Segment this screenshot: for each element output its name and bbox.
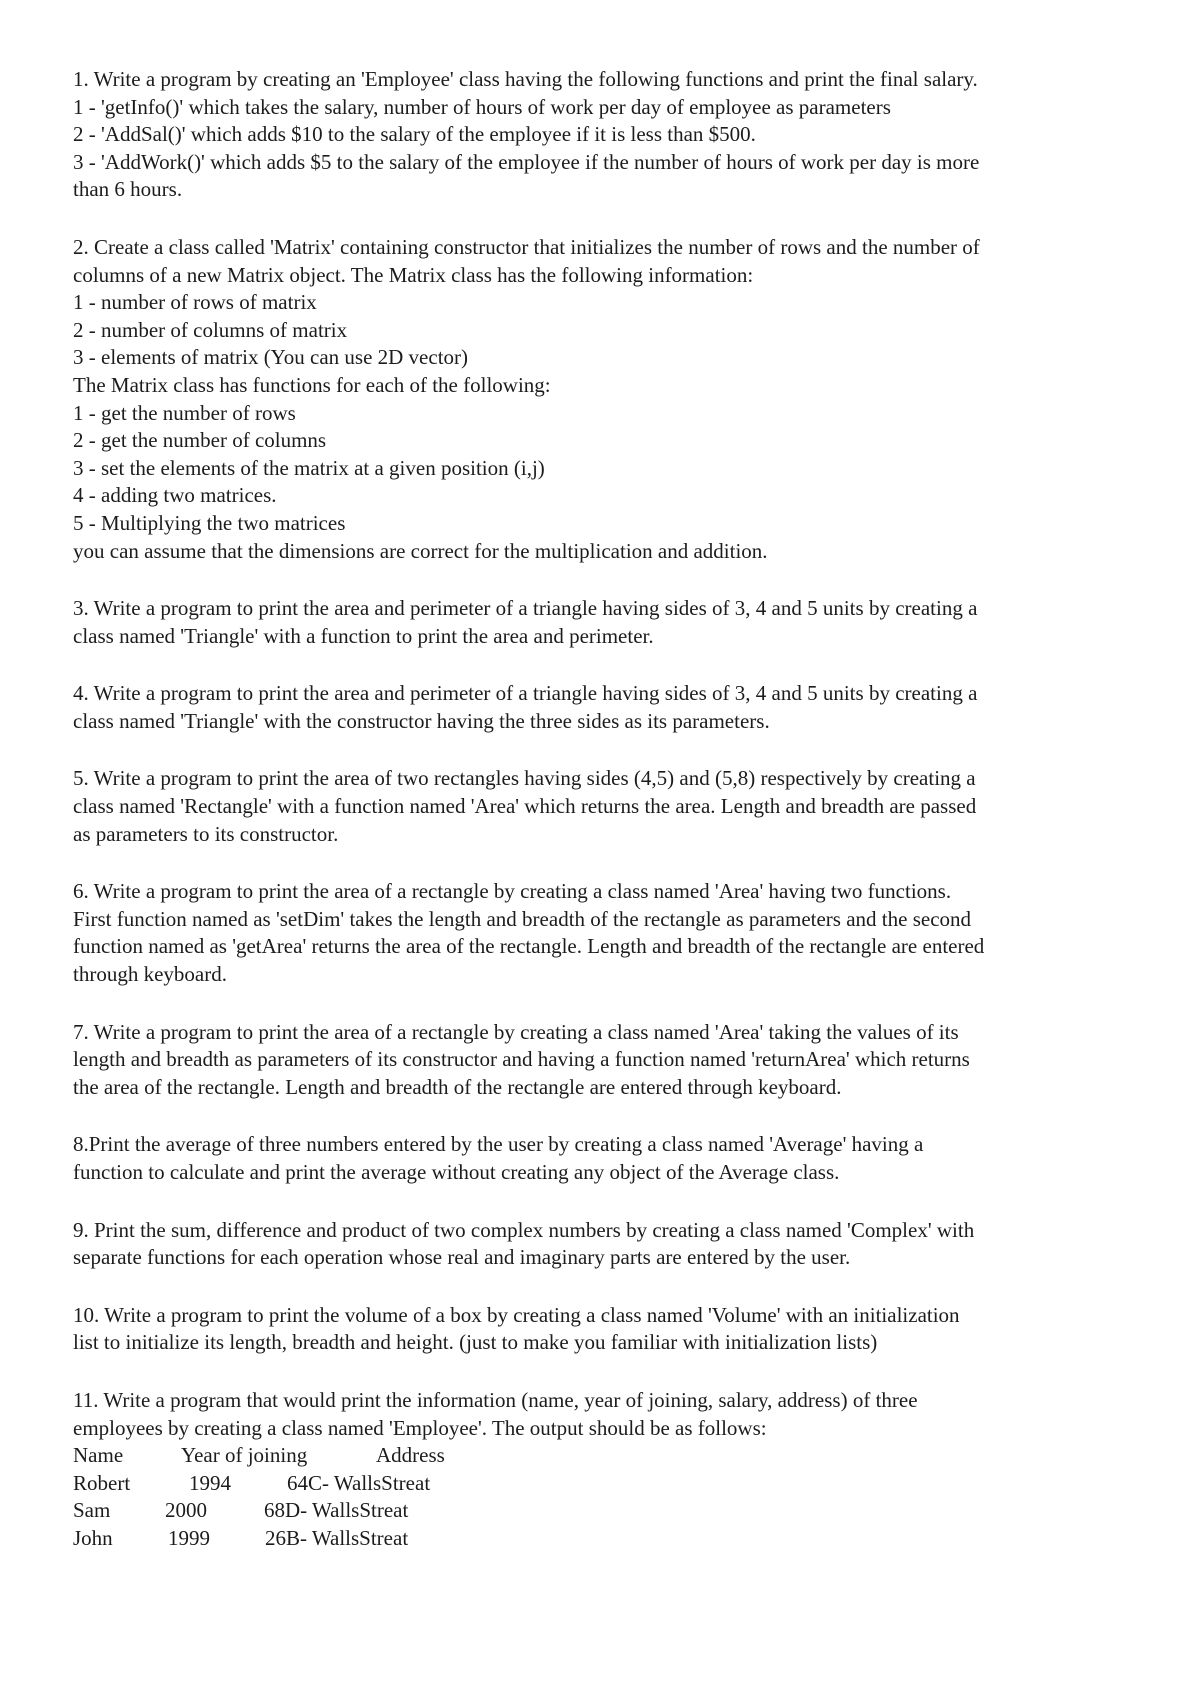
question-line: you can assume that the dimensions are correct for the multiplication and addition.: [73, 538, 768, 563]
question-5: [73, 765, 1163, 848]
question-line: 11. Write a program that would print the information (name, year of joining, salary, address) of three: [73, 1387, 918, 1412]
question-line: class named 'Triangle' with the constructor having the three sides as its parameters.: [73, 708, 770, 733]
question-8: [73, 1131, 1163, 1186]
question-line: 4 - adding two matrices.: [73, 483, 277, 508]
question-line: 2 - get the number of columns: [73, 428, 327, 453]
question-line: columns of a new Matrix object. The Matrix class has the following information:: [73, 262, 754, 287]
question-line: 10. Write a program to print the volume of a box by creating a class named 'Volume' with an initialization: [73, 1302, 960, 1327]
question-line: list to initialize its length, breadth and height. (just to make you familiar with initialization lists): [73, 1330, 878, 1355]
question-line: 3. Write a program to print the area and perimeter of a triangle having sides of 3, 4 and 5 units by creating a: [73, 596, 978, 621]
question-9: [73, 1217, 1163, 1272]
table-row: [73, 1525, 1163, 1553]
table-header-year: Year of joining: [181, 1443, 308, 1468]
table-header-address: Address: [376, 1443, 445, 1468]
table-cell-address: 26B- WallsStreat: [265, 1525, 409, 1550]
question-line: 1 - 'getInfo()' which takes the salary, number of hours of work per day of employee as parameters: [73, 94, 891, 119]
question-line: 4. Write a program to print the area and perimeter of a triangle having sides of 3, 4 and 5 units by creating a: [73, 681, 978, 706]
question-line: function to calculate and print the average without creating any object of the Average class.: [73, 1160, 840, 1184]
question-line: 1. Write a program by creating an 'Employee' class having the following functions and print the final salary.: [73, 67, 978, 91]
question-line: 1 - number of rows of matrix: [73, 290, 317, 315]
table-cell-name: Robert: [73, 1470, 131, 1495]
table-row: [73, 1470, 1163, 1498]
question-line: 3 - set the elements of the matrix at a given position (i,j): [73, 455, 545, 480]
question-2: [73, 234, 1163, 565]
question-line: 6. Write a program to print the area of a rectangle by creating a class named 'Area' having two functions.: [73, 879, 952, 904]
question-line: 3 - elements of matrix (You can use 2D vector): [73, 345, 469, 370]
question-line: the area of the rectangle. Length and breadth of the rectangle are entered through keyboard.: [73, 1074, 842, 1099]
table-cell-name: Sam: [73, 1498, 111, 1523]
question-line: 8.Print the average of three numbers entered by the user by creating a class named 'Average' having a: [73, 1132, 924, 1157]
question-11: [73, 1387, 1163, 1553]
table-cell-address: 64C- WallsStreat: [287, 1470, 431, 1495]
question-line: class named 'Rectangle' with a function named 'Area' which returns the area. Length and breadth are passed: [73, 794, 977, 819]
question-line: 7. Write a program to print the area of a rectangle by creating a class named 'Area' taking the values of its: [73, 1019, 959, 1044]
question-10: [73, 1302, 1163, 1357]
question-line: than 6 hours.: [73, 177, 183, 202]
question-line: 2 - 'AddSal()' which adds $10 to the salary of the employee if it is less than $500.: [73, 122, 756, 147]
question-line: employees by creating a class named 'Employee'. The output should be as follows:: [73, 1415, 767, 1440]
question-line: function named as 'getArea' returns the area of the rectangle. Length and breadth of the rectangle are entered: [73, 934, 985, 959]
employee-output-table: [73, 1442, 1163, 1552]
question-line: 5 - Multiplying the two matrices: [73, 510, 346, 535]
question-line: separate functions for each operation whose real and imaginary parts are entered by the user.: [73, 1245, 851, 1270]
question-line: class named 'Triangle' with a function to print the area and perimeter.: [73, 623, 654, 648]
question-line: The Matrix class has functions for each of the following:: [73, 372, 551, 397]
question-4: [73, 680, 1163, 735]
question-line: as parameters to its constructor.: [73, 821, 339, 846]
question-line: 1 - get the number of rows: [73, 400, 296, 425]
question-line: 9. Print the sum, difference and product of two complex numbers by creating a class named 'Complex' with: [73, 1217, 975, 1242]
table-cell-name: John: [73, 1525, 113, 1550]
question-1: [73, 66, 1163, 204]
table-header-row: [73, 1442, 1163, 1470]
question-7: [73, 1019, 1163, 1102]
question-line: 5. Write a program to print the area of two rectangles having sides (4,5) and (5,8) respectively by creating a: [73, 766, 976, 791]
question-3: [73, 595, 1163, 650]
question-line: 3 - 'AddWork()' which adds $5 to the salary of the employee if the number of hours of work per day is more: [73, 149, 980, 174]
table-cell-year: 2000: [165, 1498, 207, 1523]
document-page: [73, 66, 1163, 1583]
question-6: [73, 878, 1163, 988]
question-line: 2. Create a class called 'Matrix' containing constructor that initializes the number of rows and the number of: [73, 234, 980, 259]
table-row: [73, 1497, 1163, 1525]
table-cell-address: 68D- WallsStreat: [264, 1498, 409, 1523]
question-line: through keyboard.: [73, 962, 227, 987]
question-line: First function named as 'setDim' takes the length and breadth of the rectangle as parameters and the second: [73, 906, 972, 931]
question-line: length and breadth as parameters of its constructor and having a function named 'returnArea' which returns: [73, 1047, 970, 1072]
table-cell-year: 1999: [168, 1525, 210, 1550]
table-cell-year: 1994: [189, 1470, 231, 1495]
table-header-name: Name: [73, 1443, 124, 1468]
question-line: 2 - number of columns of matrix: [73, 317, 348, 342]
